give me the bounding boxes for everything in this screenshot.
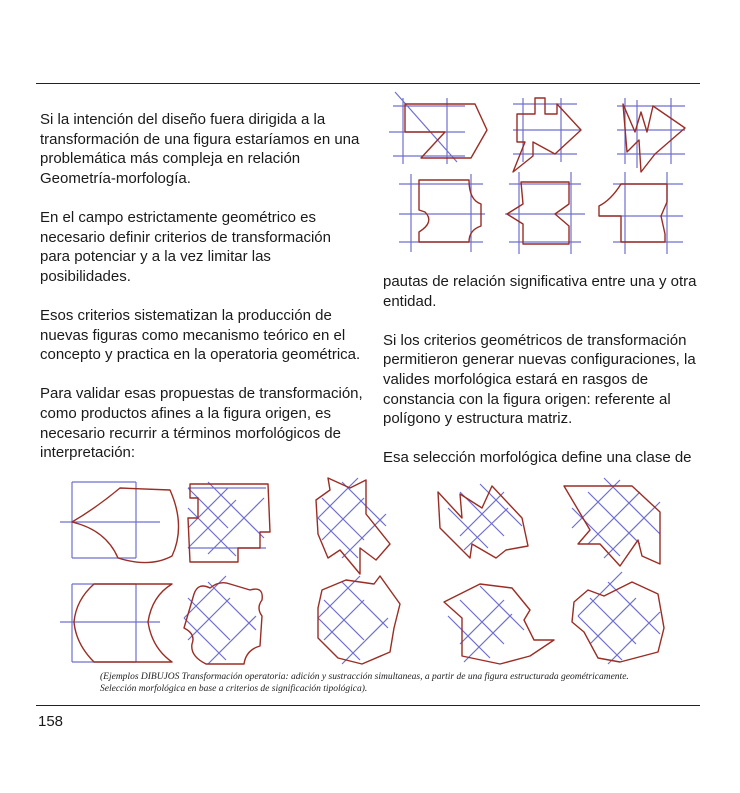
drawing-b10 [572, 572, 664, 664]
drawing-b9 [444, 584, 554, 664]
drawing-b6 [60, 584, 172, 662]
drawing-square-6 [599, 172, 683, 254]
drawing-b3 [316, 478, 390, 574]
drawing-arrow-3 [617, 98, 685, 172]
paragraph: Para validar esas propuestas de transformación, como productos afines a la figura origen, es necesario recurrir a términos morfológicos de interpretación: [40, 385, 363, 462]
drawing-b8 [318, 576, 400, 664]
bottom-rule [36, 705, 700, 706]
drawing-square-5 [505, 172, 585, 254]
bottom-drawings-figure [60, 478, 680, 666]
drawing-b7 [184, 576, 262, 664]
drawing-b5 [564, 478, 660, 566]
drawing-b2 [188, 482, 270, 562]
drawing-square-4 [399, 174, 485, 252]
drawing-b1 [60, 482, 179, 563]
paragraph: Si los criterios geométricos de transformación permitieron generar nuevas configuraciones, la valides morfológica estará en rasgos de constancia con la figura origen: referente al polígono y estructura matriz. [383, 331, 696, 428]
top-drawings-figure [385, 92, 695, 260]
page-number: 158 [38, 713, 64, 730]
left-text-column [40, 110, 365, 463]
top-rule [36, 83, 700, 84]
paragraph: Esos criterios sistematizan la producción de nuevas figuras como mecanismo teórico en el concepto y practica en la operatoria geométrica. [40, 306, 361, 364]
paragraph: pautas de relación significativa entre una y otra entidad. [383, 273, 697, 310]
right-text-column [383, 272, 703, 468]
drawing-arrow-1 [389, 92, 487, 164]
figure-caption: (Ejemplos DIBUJOS Transformación operatoria: adición y sustracción simultaneas, a partir de una figura estructurada geométricamente. Selección morfológica en base a criterios de significación tipológica). [100, 672, 629, 694]
paragraph: Esa selección morfológica define una clase de [383, 449, 692, 467]
paragraph: En el campo estrictamente geométrico es necesario definir criterios de transformación para potenciar y a la vez limitar las posibilidades. [40, 208, 331, 285]
drawing-arrow-2 [513, 98, 581, 172]
drawing-b4 [438, 484, 528, 558]
paragraph: Si la intención del diseño fuera dirigida a la transformación de una figura estaríamos en una problemática más compleja en relación Geometría-morfología. [40, 111, 360, 187]
